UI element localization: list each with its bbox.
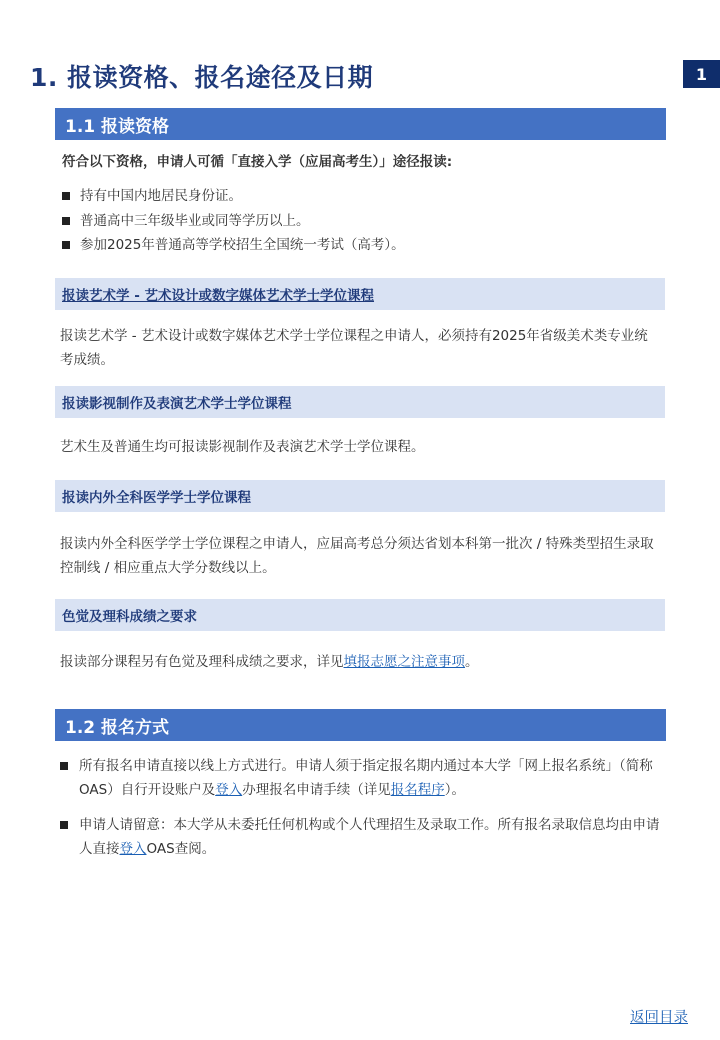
art-design-text: 报读艺术学 - 艺术设计或数字媒体艺术学士学位课程之申请人，必须持有2025年省级美术类专业统考成绩。 [60, 328, 648, 368]
color-vision-text: 报读部分课程另有色觉及理科成绩之要求，详见填报志愿之注意事项。 [60, 654, 479, 670]
square-bullet-icon [62, 241, 70, 249]
list-item: 普通高中三年级毕业或同等学历以上。 [62, 209, 405, 234]
eligibility-lead: 符合以下资格，申请人可循「直接入学（应届高考生）」途径报读: [62, 154, 453, 170]
section-heading-application: 1.2 报名方式 [55, 709, 666, 741]
list-item: 所有报名申请直接以线上方式进行。申请人须于指定报名期内通过本大学「网上报名系统」（简称OAS）自行开设账户及登入办理报名申请手续（详见报名程序）。 [60, 754, 665, 802]
medicine-text: 报读内外全科医学学士学位课程之申请人，应届高考总分须达省划本科第一批次 / 特殊类型招生录取控制线 / 相应重点大学分数线以上。 [60, 536, 654, 576]
login-link[interactable]: 登入 [215, 782, 243, 798]
back-to-contents-link[interactable]: 返回目录 [630, 1010, 688, 1026]
application-procedure-link[interactable]: 报名程序 [390, 782, 445, 798]
login-link[interactable]: 登入 [119, 841, 147, 857]
page-title: 1. 报读资格、报名途径及日期 [30, 63, 374, 92]
square-bullet-icon [62, 217, 70, 225]
list-item: 申请人请留意：本大学从未委托任何机构或个人代理招生及录取工作。所有报名录取信息均由申请人直接登入OAS查阅。 [60, 813, 665, 861]
page-number-badge: 1 [683, 60, 720, 88]
list-item: 参加2025年普通高等学校招生全国统一考试（高考）。 [62, 233, 405, 258]
film-text: 艺术生及普通生均可报读影视制作及表演艺术学士学位课程。 [60, 439, 425, 455]
medicine-program-link[interactable]: 内外全科医学学士学位课程 [89, 490, 251, 506]
application-notes-link[interactable]: 填报志愿之注意事项 [343, 654, 465, 670]
subheading-color-vision: 色觉及理科成绩之要求 [55, 599, 665, 631]
eligibility-list [62, 184, 405, 258]
film-program-link[interactable]: 影视制作及表演艺术学士学位课程 [89, 396, 292, 412]
square-bullet-icon [62, 192, 70, 200]
square-bullet-icon [60, 762, 68, 770]
square-bullet-icon [60, 821, 68, 829]
subheading-film: 报读 影视制作及表演艺术学士学位课程 [55, 386, 665, 418]
subheading-medicine: 报读 内外全科医学学士学位课程 [55, 480, 665, 512]
section-heading-eligibility: 1.1 报读资格 [55, 108, 666, 140]
application-list [60, 754, 665, 872]
list-item: 持有中国内地居民身份证。 [62, 184, 405, 209]
subheading-art-design: 报读艺术学 - 艺术设计或数字媒体艺术学士学位课程 [55, 278, 665, 310]
